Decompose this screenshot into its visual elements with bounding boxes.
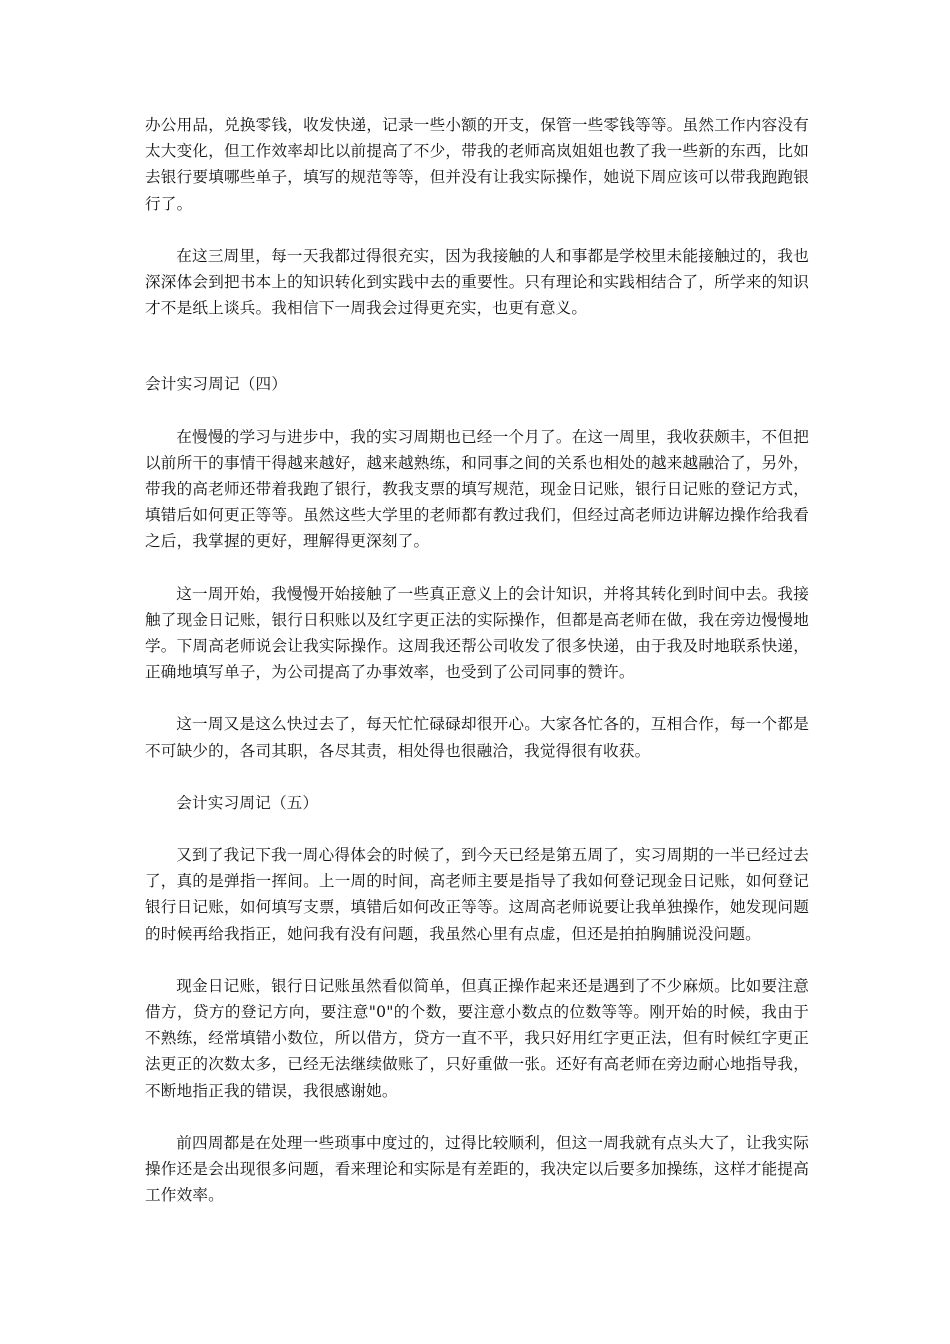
section-spacer <box>145 321 809 371</box>
paragraph-spacer <box>145 947 809 973</box>
paragraph-spacer <box>145 764 809 790</box>
paragraph-spacer <box>145 217 809 243</box>
paragraph-spacer <box>145 555 809 581</box>
paragraph-intro-continuation: 办公用品，兑换零钱，收发快递，记录一些小额的开支，保管一些零钱等等。虽然工作内容没有太大变化，但工作效率却比以前提高了不少，带我的老师高岚姐姐也教了我一些新的东西，比如去银行要填哪些单子，填写的规范等等，但并没有让我实际操作，她说下周应该可以带我跑跑银行了。 <box>145 116 809 213</box>
paragraph-week3-summary: 在这三周里，每一天我都过得很充实，因为我接触的人和事都是学校里未能接触过的，我也深深体会到把书本上的知识转化到实践中去的重要性。只有理论和实践相结合了，所学来的知识才不是纸上谈兵。我相信下一周我会过得更充实，也更有意义。 <box>145 246 809 318</box>
heading-week5: 会计实习周记（五） <box>176 793 319 812</box>
paragraph-week4-1: 在慢慢的学习与进步中，我的实习周期也已经一个月了。在这一周里，我收获颇丰，不但把以前所干的事情干得越来越好，越来越熟练，和同事之间的关系也相处的越来越融洽了，另外，带我的高老师还带着我跑了银行，教我支票的填写规范，现金日记账，银行日记账的登记方式，填错后如何更正等等。虽然这些大学里的老师都有教过我们，但经过高老师边讲解边操作给我看之后，我掌握的更好，理解得更深刻了。 <box>145 427 809 551</box>
paragraph-spacer <box>145 816 809 842</box>
heading-week4: 会计实习周记（四） <box>145 375 288 394</box>
paragraph-week4-2: 这一周开始，我慢慢开始接触了一些真正意义上的会计知识，并将其转化到时间中去。我接触了现金日记账，银行日积账以及红字更正法的实际操作，但都是高老师在做，我在旁边慢慢地学。下周高老师说会让我实际操作。这周我还帮公司收发了很多快递，由于我及时地联系快递，正确地填写单子，为公司提高了办事效率，也受到了公司同事的赞许。 <box>145 584 809 682</box>
paragraph-week5-3: 前四周都是在处理一些琐事中度过的，过得比较顺利，但这一周我就有点头大了，让我实际操作还是会出现很多问题，看来理论和实际是有差距的，我决定以后要多加操练，这样才能提高工作效率。 <box>145 1133 809 1205</box>
paragraph-spacer <box>145 398 809 424</box>
document-page <box>145 112 809 1209</box>
paragraph-week5-1: 又到了我记下我一周心得体会的时候了，到今天已经是第五周了，实习周期的一半已经过去了，真的是弹指一挥间。上一周的时间，高老师主要是指导了我如何登记现金日记账，如何登记银行日记账，如何填写支票，填错后如何改正等等。这周高老师说要让我单独操作，她发现问题的时候再给我指正，她问我有没有问题，我虽然心里有点虚，但还是拍拍胸脯说没问题。 <box>145 846 809 943</box>
paragraph-week5-2: 现金日记账，银行日记账虽然看似简单，但真正操作起来还是遇到了不少麻烦。比如要注意借方，贷方的登记方向，要注意"0"的个数，要注意小数点的位数等等。刚开始的时候，我由于不熟练，经常填错小数位，所以借方，贷方一直不平，我只好用红字更正法，但有时候红字更正法更正的次数太多，已经无法继续做账了，只好重做一张。还好有高老师在旁边耐心地指导我，不断地指正我的错误，我很感谢她。 <box>145 976 809 1100</box>
paragraph-spacer <box>145 1104 809 1130</box>
paragraph-week4-3: 这一周又是这么快过去了，每天忙忙碌碌却很开心。大家各忙各的，互相合作，每一个都是不可缺少的，各司其职，各尽其责，相处得也很融洽，我觉得很有收获。 <box>145 715 809 760</box>
paragraph-spacer <box>145 685 809 711</box>
